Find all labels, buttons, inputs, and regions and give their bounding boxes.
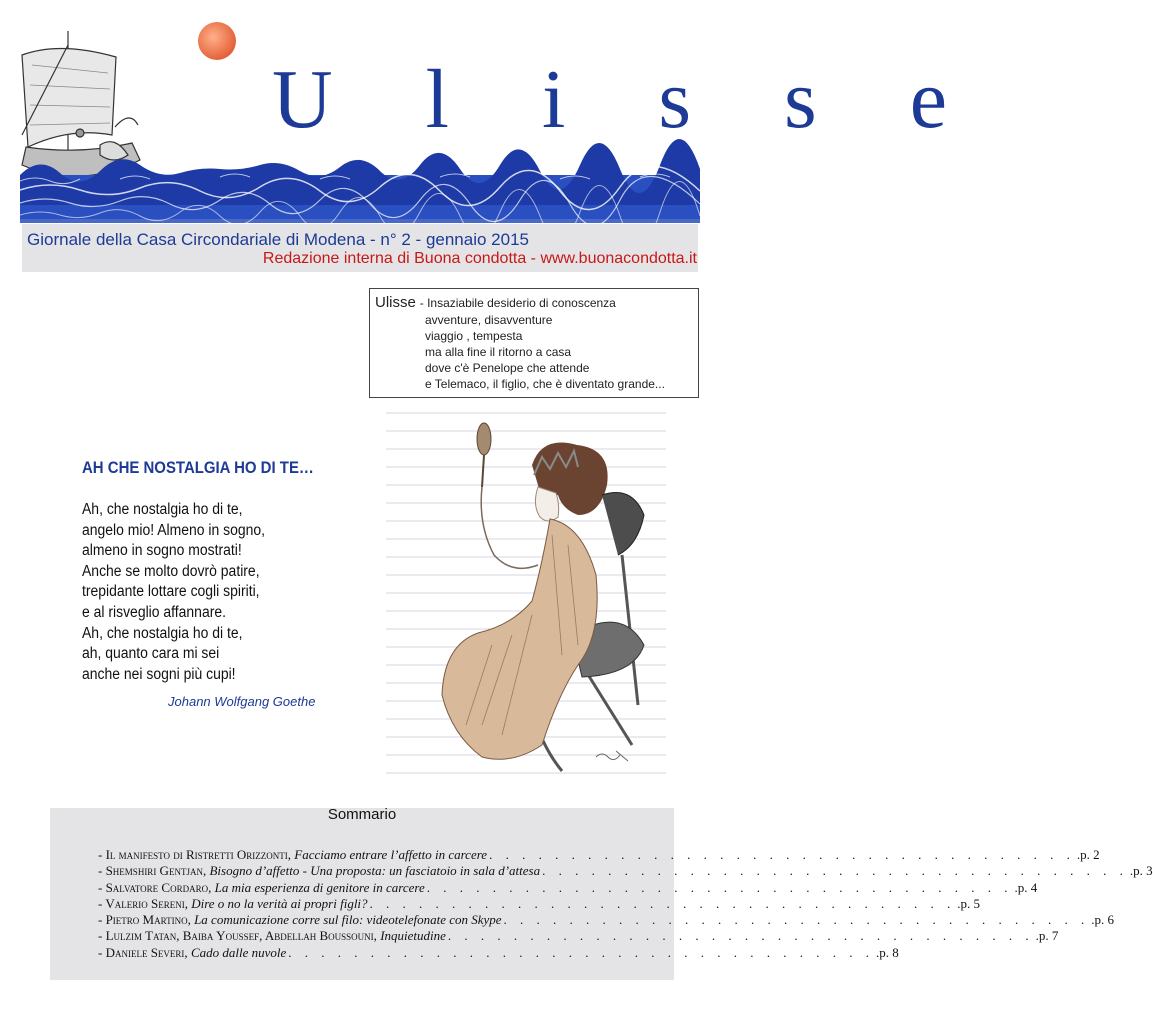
poem-author: Johann Wolfgang Goethe [168,694,316,709]
poem-line: ah, quanto cara mi sei [82,645,220,663]
toc-page-number: .p. 3 [1129,863,1153,879]
toc-leader-dots: . . . . . . . . . . . . . . . . . . . . . . . . . . . . . . . . . . . . [489,847,1075,862]
poem-line: trepidante lottare cogli spiriti, [82,583,260,601]
redazione-line: Redazione interna di Buona condotta - www.buonacondotta.it [262,250,697,267]
table-of-contents [98,847,1153,961]
poem-line: e al risveglio affannare. [82,603,226,621]
definition-heading [375,294,616,311]
toc-page-number: .p. 8 [876,944,899,960]
toc-article-title: Facciamo entrare l’affetto in carcere [294,847,488,862]
poem-line: anche nei sogni più cupi! [82,665,236,683]
newspaper-title: U l i s s e [272,53,983,146]
toc-item [98,863,1153,879]
toc-page-number: .p. 7 [1035,928,1059,944]
toc-page-number: .p. 2 [1076,847,1100,862]
poem-title: AH CHE NOSTALGIA HO DI TE… [82,458,314,477]
toc-item-text [98,863,540,879]
toc-item [98,879,1038,896]
poem-line: Ah, che nostalgia ho di te, [82,501,243,518]
toc-article-title: La comunicazione corre sul filo: videotelefonate con Skype [194,912,502,928]
definition-box [369,288,699,398]
definition-line: dove c'è Penelope che attende [425,361,590,375]
toc-leader-dots: . . . . . . . . . . . . . . . . . . . . . . . . . . . . . . . . . . . . [542,863,1128,879]
sun-icon [198,22,236,60]
toc-item-text [98,847,487,863]
toc-item [98,847,1100,863]
toc-item-text [98,880,425,896]
toc-author: - Daniele Severi, [98,944,188,960]
toc-item [98,895,981,912]
toc-leader-dots: . . . . . . . . . . . . . . . . . . . . . . . . . . . . . . . . . . . . [503,912,1090,928]
sommario-title: Sommario [327,806,397,823]
toc-page-number: .p. 6 [1091,912,1115,928]
woman-with-mirror-illustration [382,405,686,789]
toc-item [98,944,899,961]
toc-author: - Pietro Martino, [98,912,191,928]
toc-item [98,912,1115,928]
toc-article-title: La mia esperienza di genitore in carcere [214,879,425,895]
toc-author: - Lulzim Tatan, Baiba Youssef, Abdellah Boussouni, [98,928,377,944]
poem-line: Ah, che nostalgia ho di te, [82,624,243,642]
poem-line: Anche se molto dovrò patire, [82,562,260,580]
poem-body [82,500,265,685]
toc-item-text [98,896,368,912]
toc-item-text [98,945,286,961]
toc-article-title: Cado dalle nuvole [190,944,287,960]
toc-article-title: Inquietudine [380,928,446,944]
toc-author: - Salvatore Cordaro, [98,879,212,895]
definition-line: e Telemaco, il figlio, che è diventato grande... [425,377,665,391]
toc-article-title: Bisogno d’affetto - Una proposta: un fasciatoio in sala d’attesa [209,863,541,879]
toc-page-number: .p. 4 [1014,879,1038,895]
toc-author: - Valerio Sereni, [98,895,188,911]
toc-leader-dots: . . . . . . . . . . . . . . . . . . . . . . . . . . . . . . . . . . . . [426,879,1013,895]
journal-subtitle: Giornale della Casa Circondariale di Modena - n° 2 - gennaio 2015 [27,230,529,249]
toc-leader-dots: . . . . . . . . . . . . . . . . . . . . . . . . . . . . . . . . . . . . [288,944,875,960]
toc-leader-dots: . . . . . . . . . . . . . . . . . . . . . . . . . . . . . . . . . . . . [369,895,956,911]
toc-item-text [98,912,502,928]
ship-illustration [22,31,140,176]
toc-author: - Il manifesto di Ristretti Orizzonti, [98,847,292,862]
toc-author: - Shemshiri Gentjan, [98,863,207,879]
definition-line: ma alla fine il ritorno a casa [425,345,572,359]
poem-line: almeno in sogno mostrati! [82,542,242,560]
definition-first-line: - Insaziabile desiderio di conoscenza [419,296,616,310]
poem-line: angelo mio! Almeno in sogno, [82,521,266,539]
toc-article-title: Dire o no la verità ai propri figli? [191,895,368,911]
toc-page-number: .p. 5 [957,895,981,911]
toc-item-text [98,928,446,944]
toc-item [98,928,1059,944]
definition-line: avventure, disavventure [425,313,553,327]
definition-line: viaggio , tempesta [425,329,523,343]
toc-leader-dots: . . . . . . . . . . . . . . . . . . . . . . . . . . . . . . . . . . . . [447,928,1034,944]
definition-word: Ulisse [375,294,416,311]
